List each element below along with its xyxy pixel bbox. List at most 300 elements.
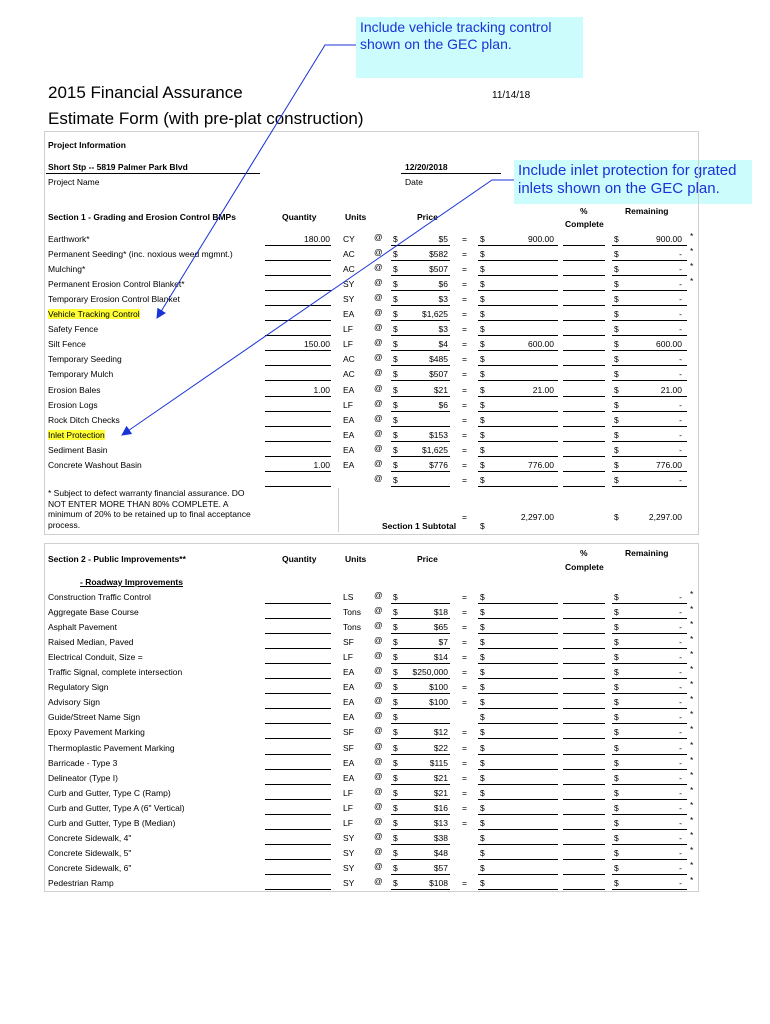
row-remaining: -	[679, 294, 682, 304]
total-dollar: $	[480, 727, 485, 737]
remaining-dollar: $	[614, 833, 619, 843]
row-price: $48	[433, 848, 448, 858]
row-price: $1,625	[422, 445, 448, 455]
remaining-dollar: $	[614, 279, 619, 289]
at-sign: @	[374, 861, 383, 871]
remaining-dollar: $	[614, 622, 619, 632]
row-item: Asphalt Pavement	[48, 622, 117, 632]
row-units: SY	[343, 294, 355, 304]
section1-title: Section 1 - Grading and Erosion Control BMPs	[48, 212, 236, 222]
row-units: LF	[343, 652, 353, 662]
equals-sign: =	[462, 727, 467, 737]
project-name-value: Short Stp -- 5819 Palmer Park Blvd	[48, 162, 188, 172]
section1-col-complete: Complete	[565, 219, 604, 229]
equals-sign: =	[462, 369, 467, 379]
row-units: EA	[343, 385, 355, 395]
price-dollar: $	[393, 445, 398, 455]
row-units: LF	[343, 818, 353, 828]
row-price: $250,000	[412, 667, 448, 677]
remaining-dollar: $	[614, 773, 619, 783]
remaining-dollar: $	[614, 667, 619, 677]
project-info-header: Project Information	[48, 140, 126, 150]
equals-sign: =	[462, 415, 467, 425]
project-date-label: Date	[405, 177, 423, 187]
section1-subtotal-remaining: 2,297.00	[648, 512, 682, 522]
row-quantity: 180.00	[304, 234, 330, 244]
row-price: $108	[429, 878, 448, 888]
total-dollar: $	[480, 712, 485, 722]
row-units: CY	[343, 234, 355, 244]
equals-sign: =	[462, 339, 467, 349]
row-remaining: -	[679, 592, 682, 602]
row-price: $13	[433, 818, 448, 828]
row-units: SY	[343, 878, 355, 888]
total-dollar: $	[480, 430, 485, 440]
remaining-dollar: $	[614, 637, 619, 647]
total-dollar: $	[480, 878, 485, 888]
row-star: *	[690, 604, 694, 614]
remaining-dollar: $	[614, 712, 619, 722]
row-remaining: -	[679, 758, 682, 768]
row-remaining: -	[679, 249, 682, 259]
at-sign: @	[374, 337, 383, 347]
row-price: $65	[433, 622, 448, 632]
row-units: LF	[343, 324, 353, 334]
row-price: $18	[433, 607, 448, 617]
row-remaining: -	[679, 788, 682, 798]
equals-sign: =	[462, 607, 467, 617]
price-dollar: $	[393, 309, 398, 319]
row-item: Delineator (Type I)	[48, 773, 118, 783]
row-star: *	[690, 709, 694, 719]
row-remaining: -	[679, 818, 682, 828]
remaining-dollar: $	[614, 592, 619, 602]
equals-sign: =	[462, 354, 467, 364]
total-dollar: $	[480, 607, 485, 617]
equals-sign: =	[462, 788, 467, 798]
price-dollar: $	[393, 385, 398, 395]
at-sign: @	[374, 232, 383, 242]
at-sign: @	[374, 620, 383, 630]
project-name-label: Project Name	[48, 177, 100, 187]
row-remaining: -	[679, 833, 682, 843]
price-dollar: $	[393, 878, 398, 888]
row-item: Curb and Gutter, Type A (6" Vertical)	[48, 803, 185, 813]
row-price: $21	[433, 773, 448, 783]
row-remaining: -	[679, 697, 682, 707]
equals-sign: =	[462, 400, 467, 410]
remaining-dollar: $	[614, 264, 619, 274]
equals-sign: =	[462, 758, 467, 768]
row-total: 600.00	[528, 339, 554, 349]
row-units: AC	[343, 264, 355, 274]
row-price: $1,625	[422, 309, 448, 319]
row-units: EA	[343, 758, 355, 768]
note-line: process.	[48, 519, 81, 530]
remaining-dollar: $	[614, 803, 619, 813]
remaining-dollar: $	[614, 294, 619, 304]
remaining-dollar: $	[614, 758, 619, 768]
row-units: Tons	[343, 622, 361, 632]
section2-subhead: - Roadway Improvements	[80, 577, 183, 587]
price-dollar: $	[393, 788, 398, 798]
equals-sign: =	[462, 697, 467, 707]
remaining-dollar: $	[614, 249, 619, 259]
row-item: Rock Ditch Checks	[48, 415, 120, 425]
row-total: 776.00	[528, 460, 554, 470]
section2-title: Section 2 - Public Improvements**	[48, 554, 186, 564]
total-dollar: $	[480, 833, 485, 843]
row-price: $12	[433, 727, 448, 737]
row-units: LF	[343, 400, 353, 410]
equals-sign: =	[462, 878, 467, 888]
equals-sign: =	[462, 309, 467, 319]
row-price: $7	[438, 637, 448, 647]
remaining-dollar: $	[614, 400, 619, 410]
at-sign: @	[374, 352, 383, 362]
row-star: *	[690, 755, 694, 765]
remaining-dollar: $	[614, 878, 619, 888]
row-price: $507	[429, 369, 448, 379]
equals-sign: =	[462, 430, 467, 440]
row-star: *	[690, 845, 694, 855]
section1-col-remaining: Remaining	[625, 206, 669, 216]
section2-col-quantity: Quantity	[282, 554, 317, 564]
row-remaining: -	[679, 878, 682, 888]
row-remaining: -	[679, 309, 682, 319]
row-remaining: -	[679, 445, 682, 455]
section1-col-quantity: Quantity	[282, 212, 317, 222]
row-star: *	[690, 830, 694, 840]
row-star: *	[690, 694, 694, 704]
callout-line: shown on the GEC plan.	[360, 36, 512, 52]
row-remaining: -	[679, 712, 682, 722]
row-units: EA	[343, 773, 355, 783]
at-sign: @	[374, 710, 383, 720]
row-price: $22	[433, 743, 448, 753]
row-star: *	[690, 246, 694, 256]
row-remaining: -	[679, 430, 682, 440]
section1-subtotal-label: Section 1 Subtotal	[382, 521, 457, 531]
row-item: Permanent Erosion Control Blanket*	[48, 279, 185, 289]
price-dollar: $	[393, 712, 398, 722]
total-dollar: $	[480, 743, 485, 753]
equals-sign: =	[462, 249, 467, 259]
at-sign: @	[374, 741, 383, 751]
price-dollar: $	[393, 818, 398, 828]
row-price: $100	[429, 697, 448, 707]
note-line: minimum of 20% to be retained up to final acceptance	[48, 509, 251, 519]
remaining-dollar: $	[614, 697, 619, 707]
total-dollar: $	[480, 788, 485, 798]
remaining-dollar: $	[614, 727, 619, 737]
row-item: Pedestrian Ramp	[48, 878, 114, 888]
equals-sign: =	[462, 279, 467, 289]
at-sign: @	[374, 831, 383, 841]
row-remaining: -	[679, 863, 682, 873]
section2-col-remaining: Remaining	[625, 548, 669, 558]
section2-col-price: Price	[417, 554, 438, 564]
row-star: *	[690, 740, 694, 750]
row-units: EA	[343, 667, 355, 677]
row-units: EA	[343, 460, 355, 470]
row-item: Temporary Erosion Control Blanket	[48, 294, 180, 304]
section1-col-pct: %	[580, 206, 588, 216]
row-remaining: -	[679, 400, 682, 410]
remaining-dollar: $	[614, 324, 619, 334]
price-dollar: $	[393, 803, 398, 813]
at-sign: @	[374, 816, 383, 826]
equals-sign: =	[462, 667, 467, 677]
row-remaining: 21.00	[660, 385, 682, 395]
price-dollar: $	[393, 354, 398, 364]
row-star: *	[690, 770, 694, 780]
row-item: Aggregate Base Course	[48, 607, 139, 617]
remaining-dollar: $	[614, 339, 619, 349]
price-dollar: $	[393, 607, 398, 617]
row-item: Inlet Protection	[48, 430, 105, 440]
remaining-dollar: $	[614, 818, 619, 828]
callout-line: inlets shown on the GEC plan.	[518, 180, 720, 197]
row-item: Construction Traffic Control	[48, 592, 151, 602]
equals-sign: =	[462, 475, 467, 485]
equals-sign: =	[462, 445, 467, 455]
row-remaining: 776.00	[656, 460, 682, 470]
row-item: Regulatory Sign	[48, 682, 109, 692]
price-dollar: $	[393, 833, 398, 843]
section2-col-complete: Complete	[565, 562, 604, 572]
at-sign: @	[374, 756, 383, 766]
price-dollar: $	[393, 460, 398, 470]
row-units: EA	[343, 712, 355, 722]
price-dollar: $	[393, 324, 398, 334]
row-item: Concrete Sidewalk, 6"	[48, 863, 132, 873]
arrow-to-inlet-protection	[122, 180, 514, 435]
at-sign: @	[374, 247, 383, 257]
remaining-dollar: $	[614, 354, 619, 364]
row-item: Guide/Street Name Sign	[48, 712, 141, 722]
form-title-line2: Estimate Form (with pre-plat construction)	[48, 109, 364, 128]
price-dollar: $	[393, 773, 398, 783]
price-dollar: $	[393, 682, 398, 692]
price-dollar: $	[393, 863, 398, 873]
row-star: *	[690, 619, 694, 629]
price-dollar: $	[393, 234, 398, 244]
row-price: $21	[433, 385, 448, 395]
price-dollar: $	[393, 249, 398, 259]
at-sign: @	[374, 725, 383, 735]
row-remaining: -	[679, 848, 682, 858]
equals-sign: =	[462, 294, 467, 304]
remaining-dollar: $	[614, 682, 619, 692]
row-price: $16	[433, 803, 448, 813]
row-star: *	[690, 261, 694, 271]
total-dollar: $	[480, 848, 485, 858]
row-price: $5	[438, 234, 448, 244]
price-dollar: $	[393, 697, 398, 707]
equals-sign: =	[462, 652, 467, 662]
total-dollar: $	[480, 652, 485, 662]
total-dollar: $	[480, 385, 485, 395]
row-remaining: -	[679, 773, 682, 783]
row-remaining: -	[679, 324, 682, 334]
row-item: Barricade - Type 3	[48, 758, 118, 768]
at-sign: @	[374, 650, 383, 660]
note-line: NOT ENTER MORE THAN 80% COMPLETE. A	[48, 498, 229, 509]
remaining-dollar: $	[614, 788, 619, 798]
equals-sign: =	[462, 637, 467, 647]
row-star: *	[690, 634, 694, 644]
row-units: SY	[343, 833, 355, 843]
row-star: *	[690, 800, 694, 810]
remaining-dollar: $	[614, 234, 619, 244]
row-price: $485	[429, 354, 448, 364]
total-dollar: $	[480, 773, 485, 783]
at-sign: @	[374, 367, 383, 377]
at-sign: @	[374, 398, 383, 408]
total-dollar: $	[480, 400, 485, 410]
subtotal-eq: =	[462, 512, 467, 522]
row-price: $100	[429, 682, 448, 692]
row-price: $776	[429, 460, 448, 470]
row-item: Safety Fence	[48, 324, 99, 334]
equals-sign: =	[462, 743, 467, 753]
row-price: $38	[433, 833, 448, 843]
row-star: *	[690, 679, 694, 689]
price-dollar: $	[393, 430, 398, 440]
at-sign: @	[374, 605, 383, 615]
callout-line: Include vehicle tracking control	[360, 19, 552, 35]
callout-line: Include inlet protection for grated	[518, 162, 737, 179]
row-units: EA	[343, 697, 355, 707]
remaining-dollar: $	[614, 369, 619, 379]
row-total: 21.00	[532, 385, 554, 395]
section2-col-units: Units	[345, 554, 367, 564]
row-units: LS	[343, 592, 354, 602]
price-dollar: $	[393, 264, 398, 274]
row-units: EA	[343, 309, 355, 319]
row-star: *	[690, 815, 694, 825]
row-item: Erosion Logs	[48, 400, 98, 410]
price-dollar: $	[393, 622, 398, 632]
remaining-dollar: $	[614, 415, 619, 425]
at-sign: @	[374, 443, 383, 453]
total-dollar: $	[480, 622, 485, 632]
total-dollar: $	[480, 264, 485, 274]
remaining-dollar: $	[614, 863, 619, 873]
equals-sign: =	[462, 234, 467, 244]
row-item: Temporary Seeding	[48, 354, 122, 364]
total-dollar: $	[480, 637, 485, 647]
equals-sign: =	[462, 682, 467, 692]
row-item: Advisory Sign	[48, 697, 100, 707]
equals-sign: =	[462, 592, 467, 602]
remaining-dollar: $	[614, 430, 619, 440]
remaining-dollar: $	[614, 460, 619, 470]
row-remaining: -	[679, 652, 682, 662]
row-star: *	[690, 276, 694, 286]
form-date: 11/14/18	[492, 90, 531, 101]
equals-sign: =	[462, 803, 467, 813]
row-price: $153	[429, 430, 448, 440]
row-price: $57	[433, 863, 448, 873]
at-sign: @	[374, 876, 383, 886]
row-price: $3	[438, 324, 448, 334]
row-item: Raised Median, Paved	[48, 637, 134, 647]
row-item: Traffic Signal, complete intersection	[48, 667, 183, 677]
row-units: LF	[343, 339, 353, 349]
price-dollar: $	[393, 475, 398, 485]
equals-sign: =	[462, 264, 467, 274]
price-dollar: $	[393, 592, 398, 602]
total-dollar: $	[480, 415, 485, 425]
row-item: Permanent Seeding* (inc. noxious weed mgmnt.)	[48, 249, 233, 259]
row-remaining: -	[679, 803, 682, 813]
at-sign: @	[374, 322, 383, 332]
total-dollar: $	[480, 697, 485, 707]
remaining-dollar: $	[614, 652, 619, 662]
total-dollar: $	[480, 475, 485, 485]
row-star: *	[690, 664, 694, 674]
at-sign: @	[374, 680, 383, 690]
row-price: $115	[429, 758, 448, 768]
equals-sign: =	[462, 324, 467, 334]
remaining-dollar: $	[614, 445, 619, 455]
subtotal-dollar: $	[480, 521, 485, 531]
row-units: AC	[343, 369, 355, 379]
at-sign: @	[374, 413, 383, 423]
total-dollar: $	[480, 339, 485, 349]
equals-sign: =	[462, 773, 467, 783]
row-item: Concrete Sidewalk, 5"	[48, 848, 132, 858]
total-dollar: $	[480, 369, 485, 379]
row-price: $4	[438, 339, 448, 349]
row-price: $6	[438, 400, 448, 410]
at-sign: @	[374, 428, 383, 438]
at-sign: @	[374, 458, 383, 468]
row-total: 900.00	[528, 234, 554, 244]
row-quantity: 1.00	[313, 460, 330, 470]
total-dollar: $	[480, 863, 485, 873]
arrow-to-vehicle-tracking	[157, 45, 356, 318]
price-dollar: $	[393, 848, 398, 858]
at-sign: @	[374, 473, 383, 483]
row-item: Earthwork*	[48, 234, 90, 244]
total-dollar: $	[480, 803, 485, 813]
total-dollar: $	[480, 234, 485, 244]
row-remaining: -	[679, 264, 682, 274]
row-star: *	[690, 785, 694, 795]
row-units: SY	[343, 848, 355, 858]
total-dollar: $	[480, 309, 485, 319]
row-item: Curb and Gutter, Type C (Ramp)	[48, 788, 171, 798]
row-item: Vehicle Tracking Control	[48, 309, 140, 319]
at-sign: @	[374, 771, 383, 781]
price-dollar: $	[393, 727, 398, 737]
row-item: Sediment Basin	[48, 445, 108, 455]
row-units: LF	[343, 803, 353, 813]
row-star: *	[690, 649, 694, 659]
row-remaining: -	[679, 637, 682, 647]
total-dollar: $	[480, 592, 485, 602]
row-units: AC	[343, 249, 355, 259]
remaining-dollar: $	[614, 309, 619, 319]
at-sign: @	[374, 695, 383, 705]
row-price: $3	[438, 294, 448, 304]
at-sign: @	[374, 590, 383, 600]
remaining-dollar: $	[614, 475, 619, 485]
total-dollar: $	[480, 324, 485, 334]
